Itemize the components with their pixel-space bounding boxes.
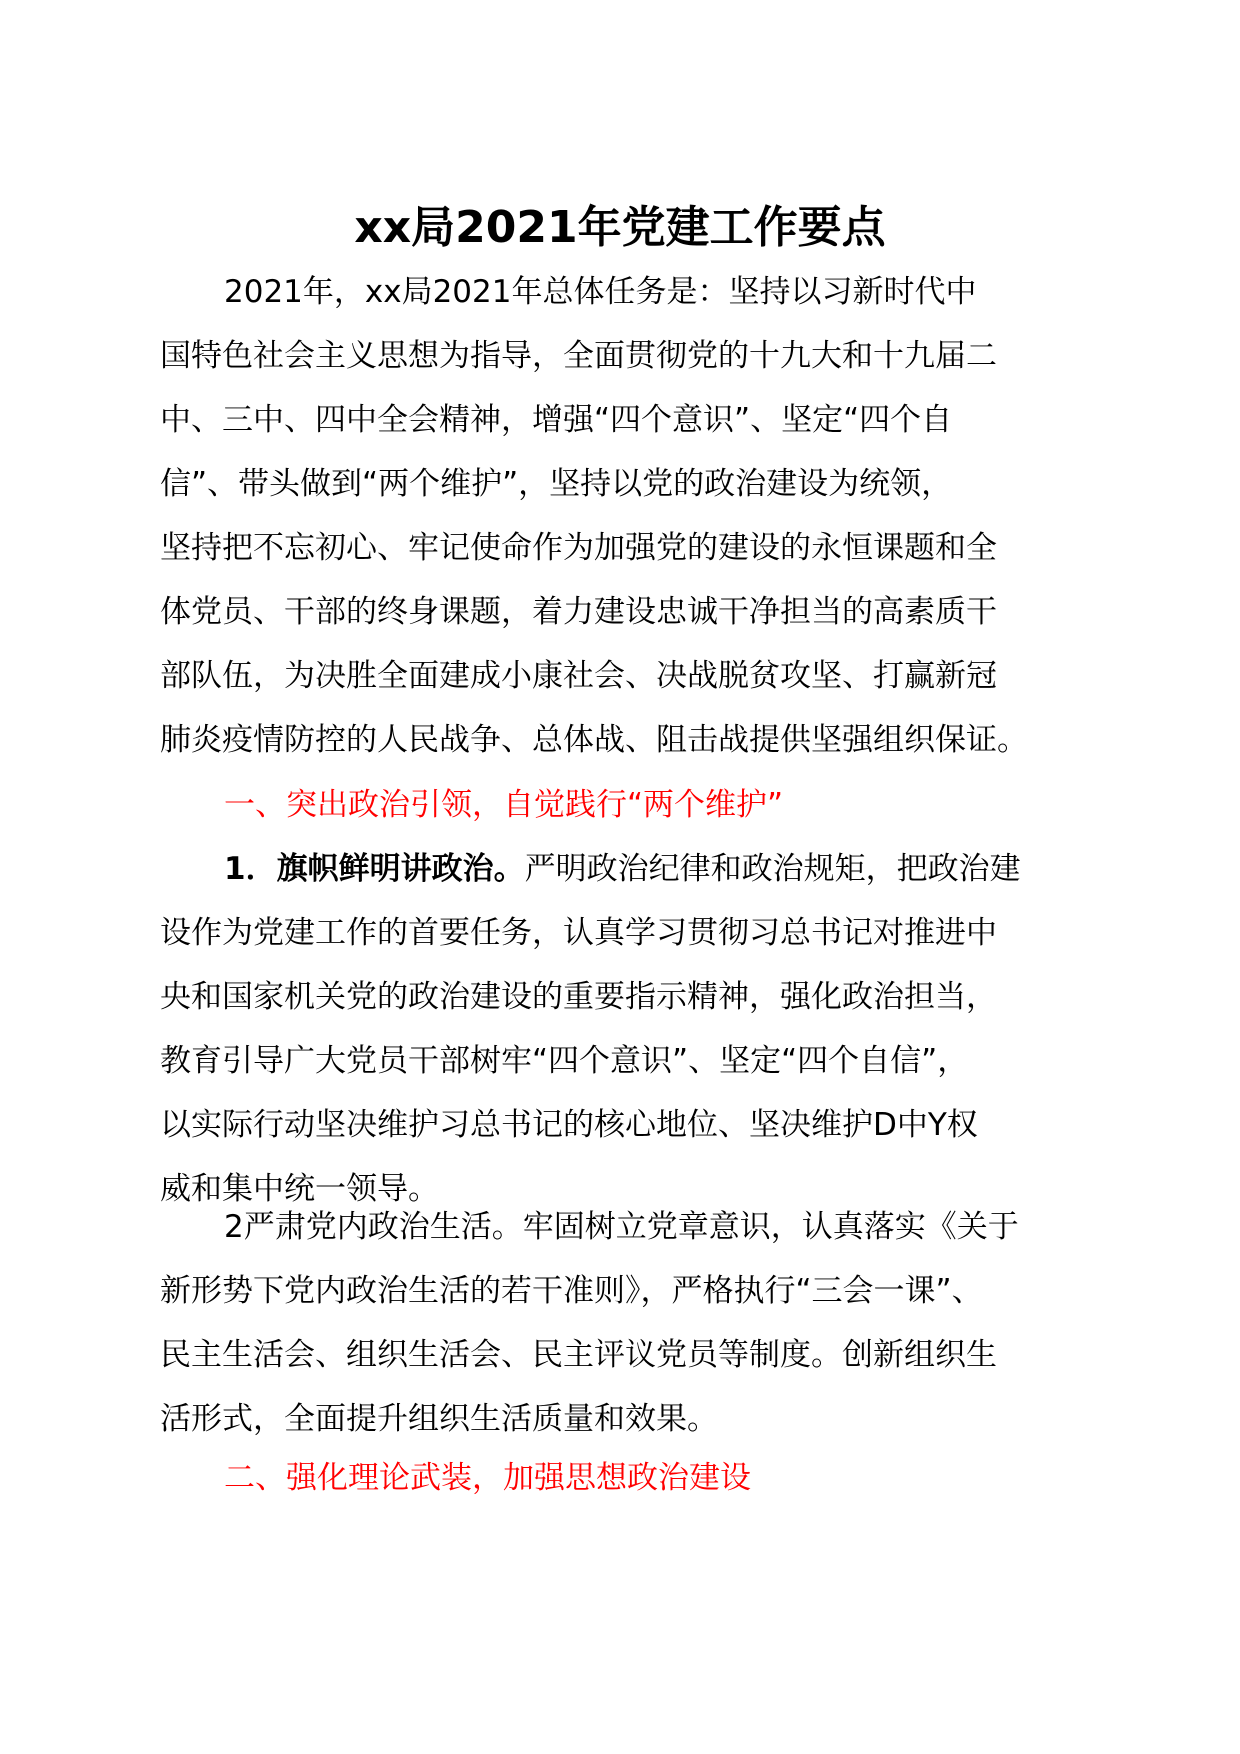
- intro-paragraph: [160, 260, 1100, 772]
- paragraph-line: 民主生活会、组织生活会、民主评议党员等制度。创新组织生: [160, 1337, 997, 1373]
- paragraph-line: 中、三中、四中全会精神，增强“四个意识”、坚定“四个自: [160, 402, 953, 438]
- item-2-paragraph: [160, 1195, 1100, 1451]
- paragraph-line: 新形势下党内政治生活的若干准则》，严格执行“三会一课”、: [160, 1273, 983, 1309]
- paragraph-line: 肺炎疫情防控的人民战争、总体战、阻击战提供坚强组织保证。: [160, 722, 1028, 758]
- paragraph-line: [160, 837, 1100, 901]
- section-heading-2: 二、强化理论武装，加强思想政治建设: [224, 1460, 751, 1496]
- paragraph-line: 央和国家机关党的政治建设的重要指示精神，强化政治担当，: [160, 979, 997, 1015]
- paragraph-line: 2严肃党内政治生活。牢固树立党章意识，认真落实《关于: [224, 1209, 1019, 1245]
- paragraph-line: 信”、带头做到“两个维护”，坚持以党的政治建设为统领，: [160, 466, 953, 502]
- document-title: xx局2021年党建工作要点: [354, 202, 886, 253]
- item-1-paragraph: [160, 837, 1100, 1221]
- paragraph-line: 体党员、干部的终身课题，着力建设忠诚干净担当的高素质干: [160, 594, 997, 630]
- paragraph-line: 威和集中统一领导。: [160, 1171, 439, 1207]
- paragraph-line: 以实际行动坚决维护习总书记的核心地位、坚决维护D中Y权: [160, 1107, 978, 1143]
- item-1-bold-lead: 1．旗帜鲜明讲政治。: [224, 851, 525, 887]
- paragraph-line: 坚持把不忘初心、牢记使命作为加强党的建设的永恒课题和全: [160, 530, 997, 566]
- paragraph-line: 国特色社会主义思想为指导，全面贯彻党的十九大和十九届二: [160, 338, 997, 374]
- section-heading-1: 一、突出政治引领，自觉践行“两个维护”: [224, 787, 784, 823]
- paragraph-line: 2021年，xx局2021年总体任务是：坚持以习新时代中: [224, 274, 977, 310]
- paragraph-line: 设作为党建工作的首要任务，认真学习贯彻习总书记对推进中: [160, 915, 997, 951]
- paragraph-line: 教育引导广大党员干部树牢“四个意识”、坚定“四个自信”，: [160, 1043, 969, 1079]
- paragraph-line: 活形式，全面提升组织生活质量和效果。: [160, 1401, 718, 1437]
- item-1-first-line-text: 严明政治纪律和政治规矩，把政治建: [524, 851, 1021, 887]
- paragraph-line: 部队伍，为决胜全面建成小康社会、决战脱贫攻坚、打赢新冠: [160, 658, 997, 694]
